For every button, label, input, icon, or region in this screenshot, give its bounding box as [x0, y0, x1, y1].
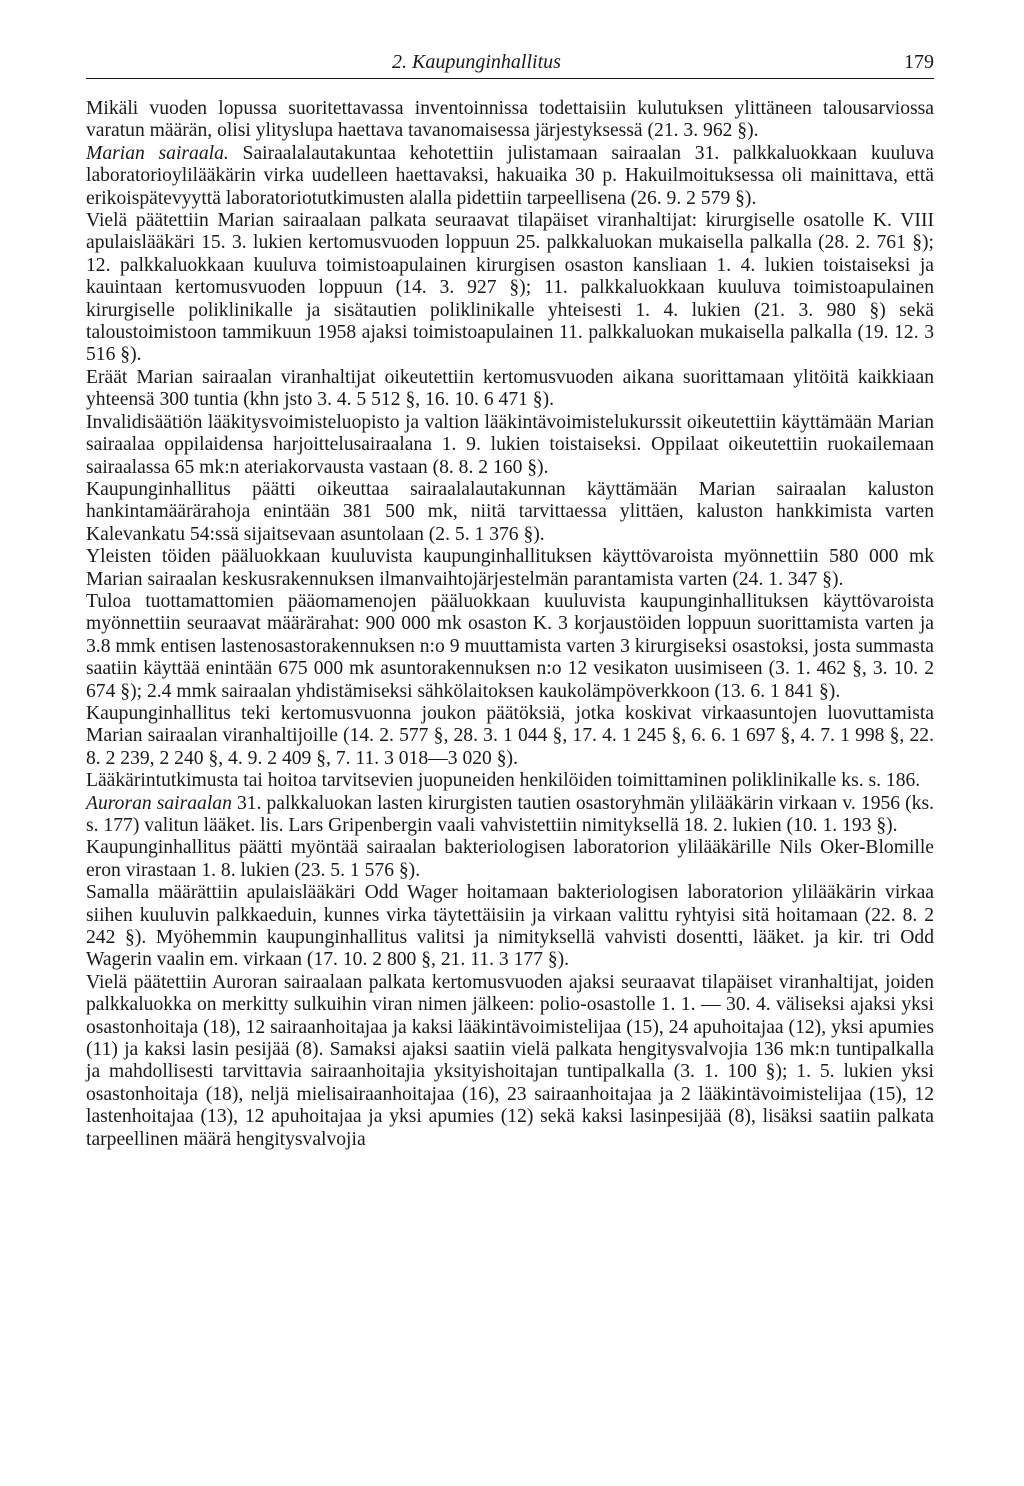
- paragraph: Auroran sairaalan 31. palkkaluokan lasten kirurgisten tautien osastoryhmän ylilääkärin virkaan v. 1956 (ks. s. 177) valitun lääket. lis. Lars Gripenbergin vaali vahvistettiin nimityksellä 18. 2. lukien (10. 1. 193 §).: [86, 792, 934, 836]
- header-rule: [86, 78, 934, 79]
- page-number: 179: [904, 51, 934, 73]
- paragraph: Kaupunginhallitus teki kertomusvuonna joukon päätöksiä, jotka koskivat virkaasuntojen luovuttamista Marian sairaalan viranhaltijoille (14. 2. 577 §, 28. 3. 1 044 §, 17. 4. 1 245 §, 6. 6. 1 697 §, 4. 7. 1 998 §, 22. 8. 2 239, 2 240 §, 4. 9. 2 409 §, 7. 11. 3 018—3 020 §).: [86, 702, 934, 769]
- section-lead: Marian sairaala.: [86, 142, 229, 164]
- paragraph: Kaupunginhallitus päätti myöntää sairaalan bakteriologisen laboratorion ylilääkärille Nils Oker-Blomille eron virastaan 1. 8. lukien (23. 5. 1 576 §).: [86, 837, 934, 881]
- section-lead: Auroran sairaalan: [86, 792, 232, 814]
- paragraph: Mikäli vuoden lopussa suoritettavassa inventoinnissa todettaisiin kulutuksen ylittäneen talousarviossa varatun määrän, olisi ylityslupa haettava tavanomaisessa järjestyksessä (21. 3. 962 §).: [86, 98, 934, 142]
- paragraph: Vielä päätettiin Auroran sairaalaan palkata kertomusvuoden ajaksi seuraavat tilapäiset viranhaltijat, joiden palkkaluokka on merkitty sulkuihin viran nimen jälkeen: polio-osastolle 1. 1. — 30. 4. väliseksi ajaksi yksi osastonhoitaja (18), 12 sairaanhoitajaa ja kaksi lääkintävoimistelijaa (15), 24 apuhoitajaa (12), yksi apumies (11) ja kaksi lasin pesijää (8). Samaksi ajaksi saatiin vielä palkata hengitysvalvojia 136 mk:n tuntipalkalla ja mahdollisesti tarvittavia sairaanhoitajia yksityishoitajan tuntipalkalla (3. 1. 100 §); 1. 5. lukien yksi osastonhoitaja (18), neljä mielisairaanhoitajaa (16), 23 sairaanhoitajaa ja 2 lääkintävoimistelijaa (15), 12 lastenhoitajaa (13), 12 apuhoitajaa ja yksi apumies (12) sekä kaksi lasinpesijää (8), lisäksi saatiin palkata tarpeellinen määrä hengitysvalvojia: [86, 971, 934, 1150]
- running-title: 2. Kaupunginhallitus: [392, 51, 561, 73]
- page-header: [86, 48, 934, 76]
- paragraph: Eräät Marian sairaalan viranhaltijat oikeutettiin kertomusvuoden aikana suorittamaan ylitöitä kaikkiaan yhteensä 300 tuntia (khn jsto 3. 4. 5 512 §, 16. 10. 6 471 §).: [86, 366, 934, 411]
- paragraph: Lääkärintutkimusta tai hoitoa tarvitsevien juopuneiden henkilöiden toimittaminen poliklinikalle ks. s. 186.: [86, 770, 921, 792]
- paragraph: Tuloa tuottamattomien pääomamenojen pääluokkaan kuuluvista kaupunginhallituksen käyttövaroista myönnettiin seuraavat määrärahat: 900 000 mk osaston K. 3 korjaustöiden loppuun suorittamista varten ja 3.8 mmk entisen lastenosastorakennuksen n:o 9 muuttamista varten 3 kirurgiseksi osastoksi, josta summasta saatiin käyttää enintään 675 000 mk asuntorakennuksen n:o 12 vesikaton uusimiseen (3. 1. 462 §, 3. 10. 2 674 §); 2.4 mmk sairaalan yhdistämiseksi sähkölaitoksen kaukolämpöverkkoon (13. 6. 1 841 §).: [86, 590, 934, 702]
- paragraph: Kaupunginhallitus päätti oikeuttaa sairaalalautakunnan käyttämään Marian sairaalan kaluston hankintamäärärahoja enintään 381 500 mk, niitä tarvittaessa ylittäen, kaluston hankkimista varten Kalevankatu 54:ssä sijaitsevaan asuntolaan (2. 5. 1 376 §).: [86, 478, 934, 545]
- paragraph: Vielä päätettiin Marian sairaalaan palkata seuraavat tilapäiset viranhaltijat: kirurgiselle osatolle K. VIII apulaislääkäri 15. 3. lukien kertomusvuoden loppuun 25. palkkaluokan mukaisella palkalla (28. 2. 761 §); 12. palkkaluokkaan kuuluva toimistoapulainen kirurgisen osaston kansliaan 1. 4. lukien toistaiseksi ja kauintaan kertomusvuoden loppuun (14. 3. 927 §); 11. palkkaluokkaan kuuluva toimistoapulainen kirurgiselle poliklinikalle ja sisätautien poliklinikalle yhteisesti 1. 4. lukien (21. 3. 980 §) sekä taloustoimistoon tammikuun 1958 ajaksi toimistoapulainen 11. palkkaluokan mukaisella palkalla (19. 12. 3 516 §).: [86, 210, 934, 366]
- body-text: [86, 98, 934, 1151]
- paragraph: Samalla määrättiin apulaislääkäri Odd Wager hoitamaan bakteriologisen laboratorion ylilääkärin virkaa siihen kuuluvin palkkaeduin, kunnes virka täytettäisiin ja virkaan valittu ryhtyisi sitä hoitamaan (22. 8. 2 242 §). Myöhemmin kaupunginhallitus valitsi ja nimityksellä vahvisti dosentti, lääket. ja kir. tri Odd Wagerin vaalin em. virkaan (17. 10. 2 800 §, 21. 11. 3 177 §).: [86, 882, 934, 971]
- paragraph: Marian sairaala. Sairaalalautakuntaa kehotettiin julistamaan sairaalan 31. palkkaluokkaan kuuluva laboratorioylilääkärin virka uudelleen haettavaksi, hakuaika 30 p. Hakuilmoituksessa oli mainittava, että erikoispätevyyttä laboratoriotutkimusten alalla pidettiin tarpeellisena (26. 9. 2 579 §).: [86, 142, 934, 209]
- paragraph: Invalidisäätiön lääkitysvoimisteluopisto ja valtion lääkintävoimistelukurssit oikeutettiin käyttämään Marian sairaalaa oppilaidensa harjoittelusairaalana 1. 9. lukien toistaiseksi. Oppilaat oikeutettiin ruokailemaan sairaalassa 65 mk:n ateriakorvausta vastaan (8. 8. 2 160 §).: [86, 411, 934, 478]
- document-page: [86, 48, 934, 1151]
- paragraph: Yleisten töiden pääluokkaan kuuluvista kaupunginhallituksen käyttövaroista myönnettiin 580 000 mk Marian sairaalan keskusrakennuksen ilmanvaihtojärjestelmän parantamista varten (24. 1. 347 §).: [86, 546, 934, 590]
